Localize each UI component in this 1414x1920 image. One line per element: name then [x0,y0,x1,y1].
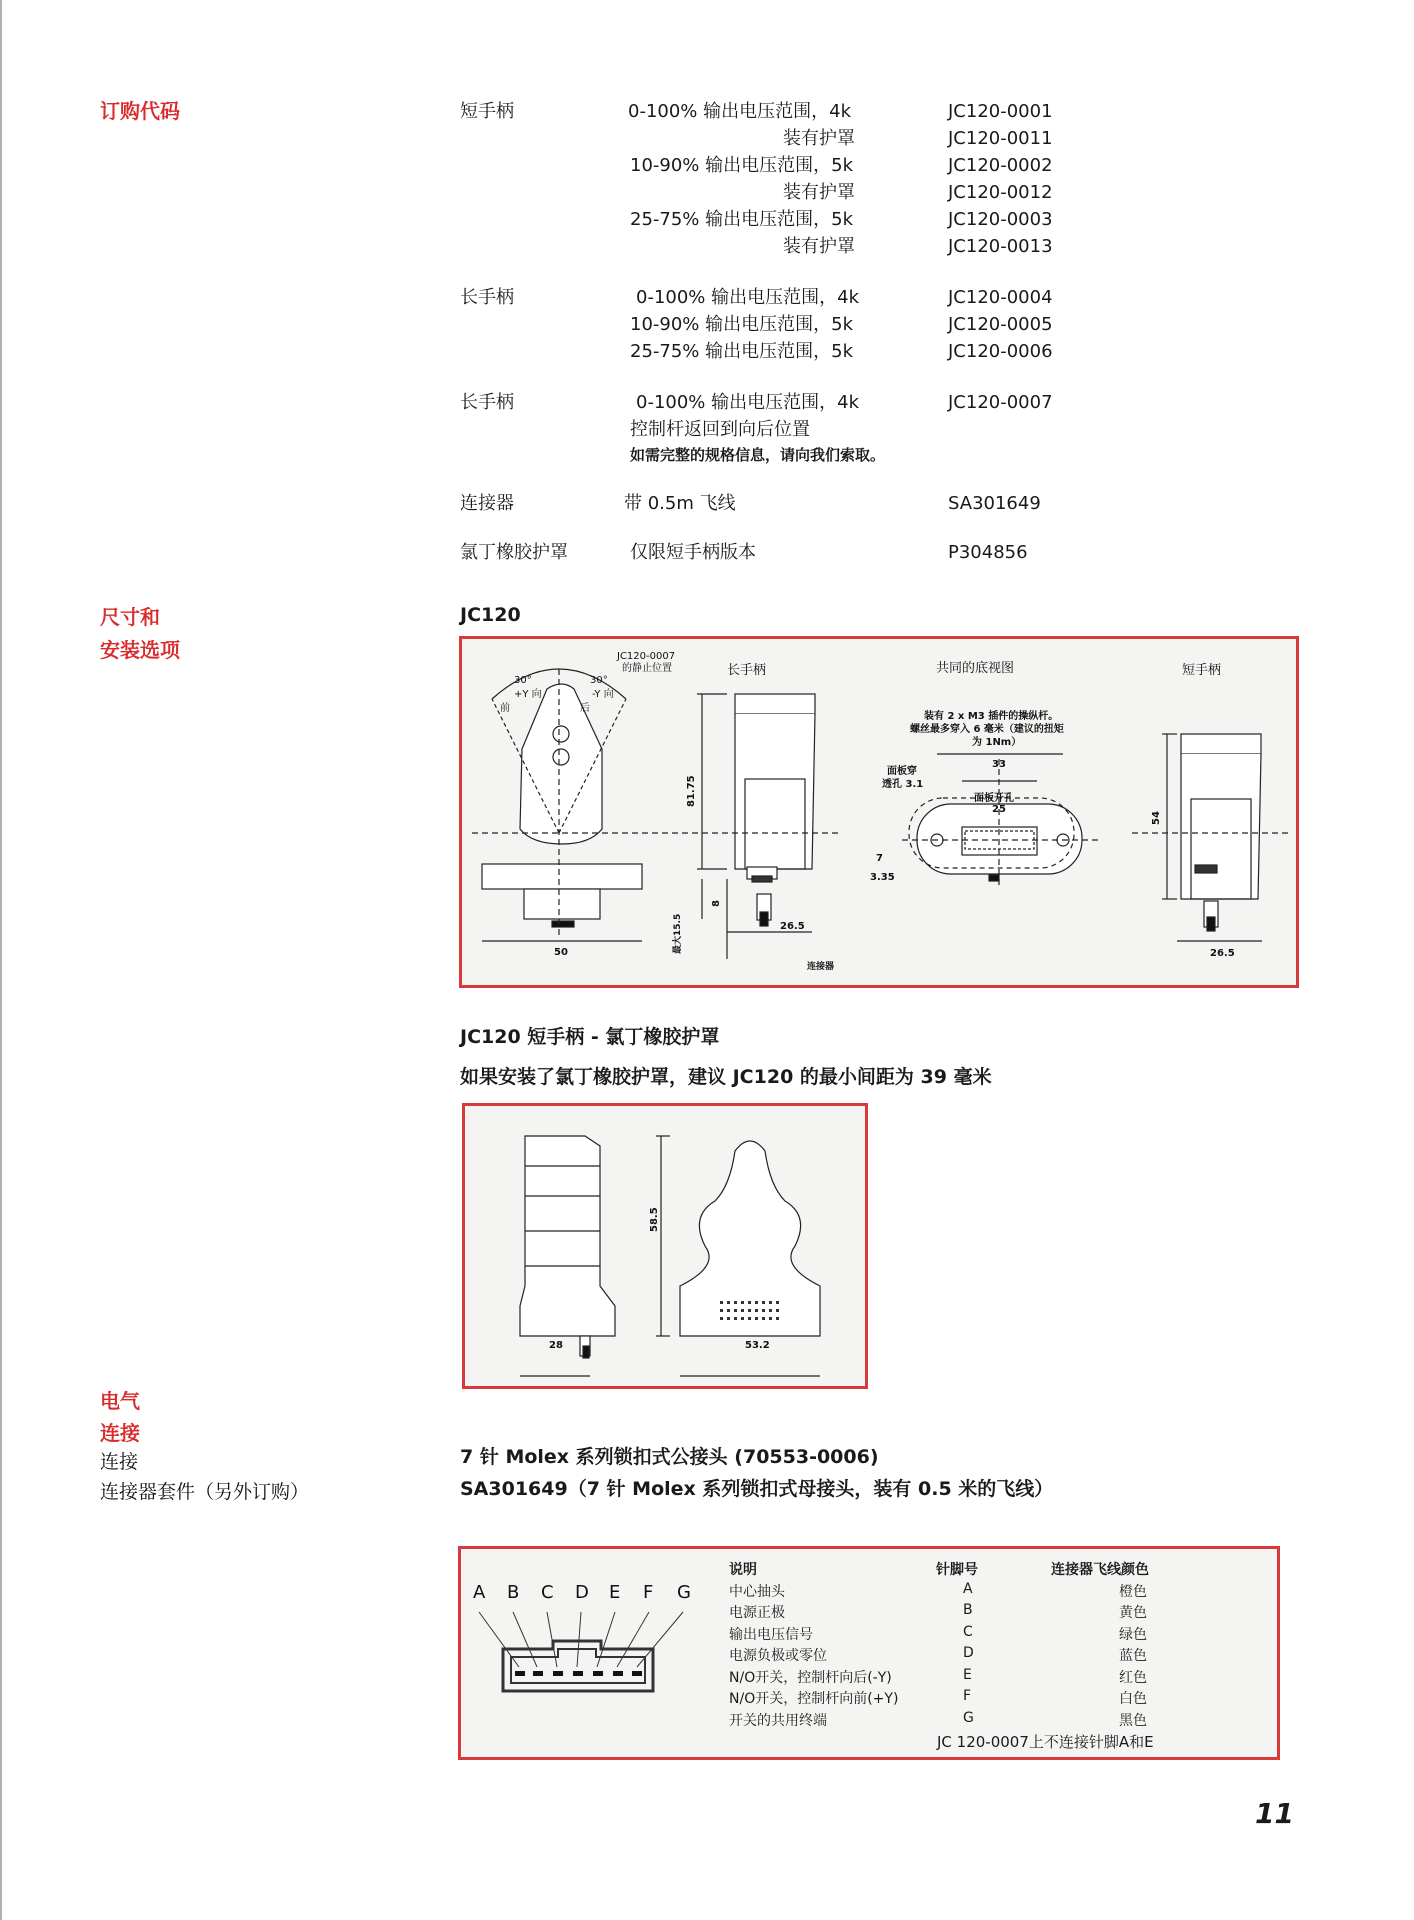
order-group: 长手柄 [460,287,514,308]
pinout-pin: D [963,1645,974,1661]
pinout-color: 橙色 [1119,1584,1147,1600]
boot-pin-grid [720,1301,779,1320]
boot-dim-width-side: 28 [549,1340,563,1351]
dim-label: 共同的底视图 [936,661,1015,676]
pin-letter: G [677,1582,691,1603]
pin-letter: A [473,1582,486,1603]
pinout-pin: C [963,1624,973,1640]
order-desc: 0-100% 输出电压范围，4k [636,392,860,413]
order-code: JC120-0012 [948,182,1053,203]
pin-letter: E [609,1582,621,1603]
order-group: 氯丁橡胶护罩 [460,542,568,563]
pinout-connector-svg [461,1549,711,1757]
dimension-drawing-svg [462,639,1296,985]
order-note: 如需完整的规格信息，请向我们索取。 [630,446,886,464]
section-electrical-1: 电气 [100,1389,140,1413]
dim-value: 8 [711,900,722,907]
pinout-desc: 电源正极 [729,1605,785,1621]
page-edge-line [0,0,2,1920]
order-desc: 装有护罩 [783,182,855,203]
order-code: JC120-0003 [948,209,1053,230]
dim-label: 前 [500,703,510,714]
connector-female-text: SA301649（7 针 Molex 系列锁扣式母接头，装有 0.5 米的飞线） [460,1478,1054,1500]
order-desc: 控制杆返回到向后位置 [630,419,810,440]
dim-label: 为 1Nm） [972,737,1022,748]
pinout-color: 黄色 [1119,1605,1147,1621]
dimension-drawing [459,636,1299,988]
pinout-header-desc: 说明 [729,1562,757,1578]
pinout-footnote: JC 120-0007上不连接针脚A和E [937,1733,1154,1751]
pinout-color: 黑色 [1119,1713,1147,1729]
order-group: 长手柄 [460,392,514,413]
section-order-codes: 订购代码 [100,99,180,123]
order-code: JC120-0007 [948,392,1053,413]
dim-value: 25 [992,804,1006,815]
pinout-desc: 电源负极或零位 [729,1648,827,1664]
pinout-desc: 输出电压信号 [729,1627,813,1643]
pinout-color: 蓝色 [1119,1648,1147,1664]
order-code: SA301649 [948,493,1041,514]
section-dimensions-2: 安装选项 [100,638,180,662]
connector-male-text: 7 针 Molex 系列锁扣式公接头 (70553-0006) [460,1446,879,1468]
dim-label: 最大15.5 [673,913,683,954]
dim-label: +Y 向 [514,689,542,700]
pinout-pin: E [963,1667,972,1683]
boot-drawing [462,1103,868,1389]
dim-label: 的静止位置 [622,663,672,674]
dim-value: 7 [876,853,883,864]
dim-value: 50 [554,947,568,958]
boot-title: JC120 短手柄 - 氯丁橡胶护罩 [460,1026,720,1048]
dimensions-title: JC120 [460,604,521,626]
order-desc: 25-75% 输出电压范围，5k [630,209,854,230]
pinout-pin: B [963,1602,973,1618]
boot-dim-width-front: 53.2 [745,1340,770,1351]
pin-letter: D [575,1582,589,1603]
dim-label: -Y 向 [592,689,614,700]
section-dimensions-1: 尺寸和 [100,605,160,629]
order-code: P304856 [948,542,1028,563]
dim-label: 30° [590,675,608,686]
pinout-diagram [458,1546,1280,1760]
order-desc: 0-100% 输出电压范围，4k [636,287,860,308]
order-code: JC120-0004 [948,287,1053,308]
pinout-header-pin: 针脚号 [936,1562,978,1578]
dim-value: 26.5 [1210,948,1235,959]
dim-label: JC120-0007 [617,651,676,662]
dim-label: 短手柄 [1182,663,1222,678]
section-electrical-2: 连接 [100,1421,140,1445]
pinout-desc: N/O开关，控制杆向前(+Y) [729,1691,899,1707]
order-code: JC120-0002 [948,155,1053,176]
pinout-color: 白色 [1119,1691,1147,1707]
dim-label: 30° [514,675,532,686]
dim-label: 面板穿 [887,766,917,777]
order-desc: 10-90% 输出电压范围，5k [630,155,854,176]
order-code: JC120-0006 [948,341,1053,362]
pinout-color: 红色 [1119,1670,1147,1686]
order-code: JC120-0001 [948,101,1053,122]
order-desc: 装有护罩 [783,236,855,257]
order-group: 连接器 [460,493,514,514]
pinout-pin: A [963,1581,973,1597]
boot-dim-height: 58.5 [649,1207,660,1232]
dim-label: 面板开孔 [974,793,1014,804]
order-code: JC120-0013 [948,236,1053,257]
pinout-header-color: 连接器飞线颜色 [1051,1562,1149,1578]
order-desc: 0-100% 输出电压范围，4k [628,101,852,122]
order-desc: 25-75% 输出电压范围，5k [630,341,854,362]
dim-label: 螺丝最多穿入 6 毫米（建议的扭矩 [910,724,1064,735]
page-number: 11 [1255,1797,1294,1830]
dim-label: 透孔 3.1 [882,779,924,790]
dim-label: 长手柄 [727,663,767,678]
order-desc: 装有护罩 [783,128,855,149]
pin-letter: F [643,1582,654,1603]
order-code: JC120-0005 [948,314,1053,335]
pinout-desc: 中心抽头 [729,1584,785,1600]
order-desc: 10-90% 输出电压范围，5k [630,314,854,335]
pinout-desc: N/O开关，控制杆向后(-Y) [729,1670,892,1686]
boot-drawing-svg [465,1106,865,1386]
order-code: JC120-0011 [948,128,1053,149]
pinout-desc: 开关的共用终端 [729,1713,827,1729]
dim-value: 54 [1151,811,1162,825]
dim-value: 26.5 [780,921,805,932]
section-connector-kit: 连接器套件（另外订购） [100,1481,310,1503]
boot-note: 如果安装了氯丁橡胶护罩，建议 JC120 的最小间距为 39 毫米 [460,1066,992,1088]
dim-label: 装有 2 x M3 插件的操纵杆。 [924,711,1059,722]
pinout-pin: G [963,1710,974,1726]
pin-letter: B [507,1582,520,1603]
order-desc: 仅限短手柄版本 [630,542,756,563]
dim-label: 后 [580,703,590,714]
dim-value: 81.75 [686,775,697,807]
order-desc: 带 0.5m 飞线 [624,493,736,514]
pin-letter: C [541,1582,554,1603]
pinout-pin: F [963,1688,972,1704]
dim-value: 3.35 [870,872,895,883]
pinout-color: 绿色 [1119,1627,1147,1643]
dim-label: 连接器 [807,962,835,972]
order-group: 短手柄 [460,101,514,122]
section-connection: 连接 [100,1451,139,1473]
dim-value: 33 [992,759,1006,770]
